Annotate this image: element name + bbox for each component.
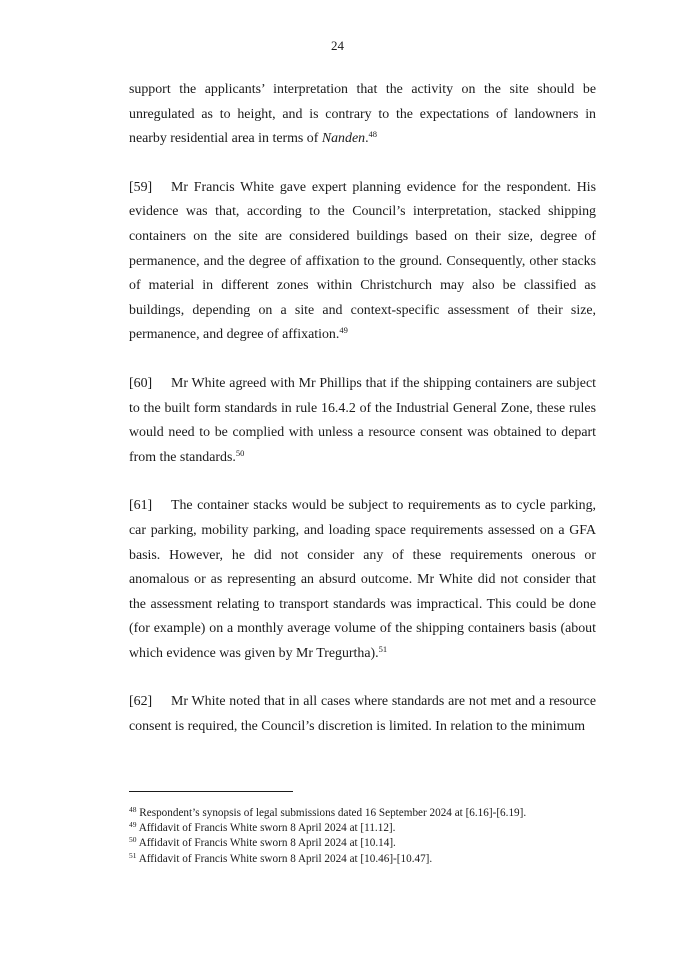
footnote-number: 50: [129, 835, 137, 845]
paragraph-59: [129, 176, 596, 348]
paragraph-number: [62]: [129, 694, 153, 710]
paragraph-text: support the applicants’ interpretation that the activity on the site should be unregulated as to height, and is contrary to the expectations of landowners in nearby residential area in terms of: [129, 82, 596, 147]
footnote-text: Affidavit of Francis White sworn 8 April 2024 at [10.14].: [138, 837, 396, 850]
paragraph-text: Mr Francis White gave expert planning evidence for the respondent. His evidence was that, according to the Council’s interpretation, stacked shipping containers on the site are considered buildings based on their size, degree of permanence, and the degree of affixation to the ground. Consequently, other stacks of material in different zones within Christchurch may also be classified as buildings, depending on a site and context-specific assessment of their size, permanence, and degree of affixation.: [129, 179, 596, 343]
paragraph-continuation: [129, 78, 596, 152]
case-name-italic: Nanden: [321, 131, 366, 147]
paragraph-number: [59]: [129, 179, 153, 195]
paragraph-text: Mr White noted that in all cases where standards are not met and a resource consent is required, the Council’s discretion is limited. In relation to the minimum: [129, 694, 596, 735]
paragraph-text: Mr White agreed with Mr Phillips that if the shipping containers are subject to the built form standards in rule 16.4.2 of the Industrial General Zone, these rules would need to be complied with unless a resource consent was obtained to depart from the standards.: [129, 375, 596, 465]
footnote-ref[interactable]: 51: [378, 643, 388, 654]
body-text: [129, 78, 596, 764]
paragraph-number: [60]: [129, 375, 153, 391]
paragraph-61: [129, 494, 596, 666]
footnote-48: [129, 806, 596, 821]
footnote-51: [129, 852, 596, 867]
footnote-number: 48: [129, 805, 137, 814]
footnote-49: [129, 821, 596, 836]
paragraph-tail: .: [365, 131, 369, 147]
footnote-divider: [129, 791, 293, 792]
footnotes: [129, 806, 596, 867]
paragraph-62: [129, 690, 596, 739]
footnote-text: Respondent’s synopsis of legal submissions dated 16 September 2024 at [6.16]-[6.19].: [139, 807, 527, 819]
footnote-number: 51: [129, 850, 137, 860]
footnote-ref[interactable]: 48: [368, 129, 378, 140]
paragraph-text: The container stacks would be subject to requirements as to cycle parking, car parking, mobility parking, and loading space requirements assessed on a GFA basis. However, he did not consider any of these requirements onerous or anomalous or as representing an absurd outcome. Mr White did not consider that the assessment relating to transport standards was impractical. This could be done (for example) on a monthly average volume of the shipping containers basis (about which evidence was given by Mr Tregurtha).: [129, 498, 596, 661]
footnote-text: Affidavit of Francis White sworn 8 April 2024 at [11.12].: [138, 822, 396, 835]
footnote-text: Affidavit of Francis White sworn 8 April 2024 at [10.46]-[10.47].: [138, 852, 433, 865]
footnote-50: [129, 836, 596, 851]
page-number: 24: [331, 38, 344, 53]
footnote-ref[interactable]: 49: [339, 325, 348, 336]
footnote-number: 49: [129, 820, 137, 830]
paragraph-60: [129, 372, 596, 470]
footnote-ref[interactable]: 50: [235, 447, 245, 458]
paragraph-number: [61]: [129, 498, 153, 514]
